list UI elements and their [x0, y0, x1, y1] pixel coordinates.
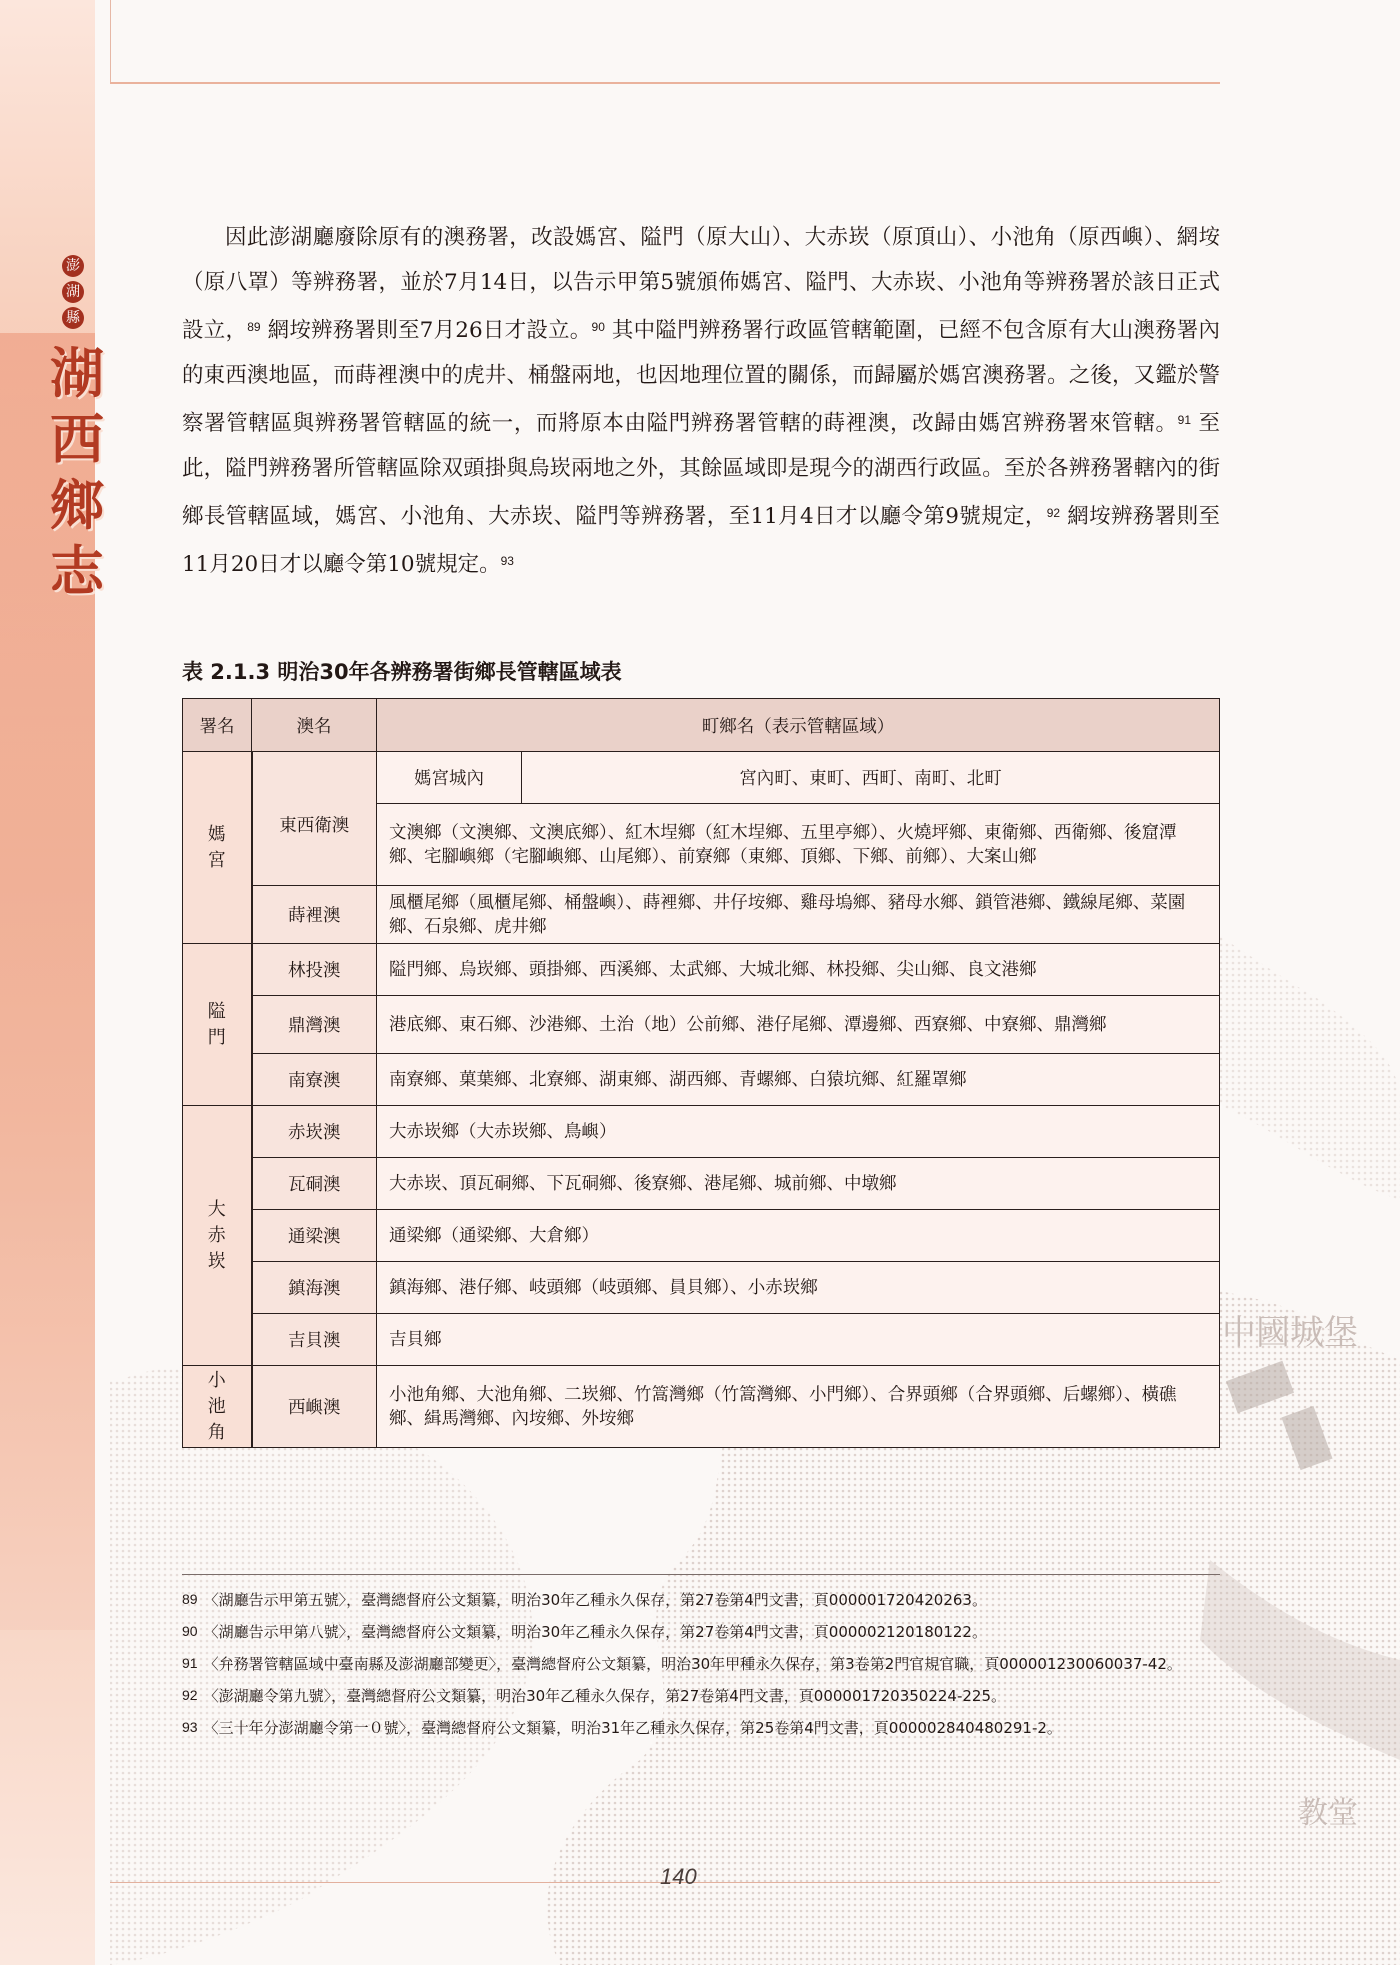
book-title-char: 西 [50, 407, 104, 471]
body-text [182, 215, 1220, 587]
body-paragraph [182, 215, 1220, 587]
town-list: 鎮海鄉、港仔鄉、岐頭鄉（岐頭鄉、員貝鄉）、小赤崁鄉 [377, 1262, 1220, 1314]
footnote-ref[interactable]: 92 [1046, 506, 1061, 520]
para-sentence: 至此，隘門辨務署所管轄區除双頭掛與烏崁兩地之外，其餘區域即是現今的湖西行政區。至於各辨務署轄內的街鄉長管轄區域，媽宮、小池角、大赤崁、隘門等辨務署，至11月4日才以廳令第9號規定， [182, 411, 1220, 529]
footnote-number: 89 [182, 1591, 198, 1607]
ao-nanliao: 南寮澳 [252, 1054, 377, 1106]
book-title-char: 志 [50, 539, 104, 603]
footnote-number: 92 [182, 1687, 198, 1703]
footnote-text: 〈湖廳告示甲第八號〉，臺灣總督府公文類纂，明治30年乙種永久保存，第27卷第4門文書，頁000002120180122。 [203, 1623, 987, 1641]
table-row [183, 1210, 1220, 1262]
county-char: 澎 [62, 255, 84, 277]
town-list: 風櫃尾鄉（風櫃尾鄉、桶盤嶼）、蒔裡鄉、井仔垵鄉、雞母塢鄉、豬母水鄉、鎖管港鄉、鐵線尾鄉、菜園鄉、石泉鄉、虎井鄉 [377, 886, 1220, 944]
town-list: 港底鄉、東石鄉、沙港鄉、土治（地）公前鄉、港仔尾鄉、潭邊鄉、西寮鄉、中寮鄉、鼎灣鄉 [377, 996, 1220, 1054]
town-label-city: 媽宮城內 [377, 752, 522, 804]
book-title-char: 湖 [50, 341, 104, 405]
office-dachikan: 大 赤 崁 [183, 1106, 252, 1366]
ao-jibei: 吉貝澳 [252, 1314, 377, 1366]
footnote-ref[interactable]: 93 [500, 554, 514, 568]
ao-shili: 蒔裡澳 [252, 886, 377, 944]
footnote-number: 93 [182, 1719, 198, 1735]
header-office: 署名 [183, 699, 252, 752]
header-rule [110, 82, 1220, 84]
town-list: 隘門鄉、烏崁鄉、頭掛鄉、西溪鄉、太武鄉、大城北鄉、林投鄉、尖山鄉、良文港鄉 [377, 944, 1220, 996]
ao-tongliang: 通梁澳 [252, 1210, 377, 1262]
para-sentence: 其中隘門辨務署行政區管轄範圍，已經不包含原有大山澳務署內的東西澳地區，而蒔裡澳中的虎井、桶盤兩地，也因地理位置的關係，而歸屬於媽宮澳務署。之後，又鑑於警察署管轄區與辨務署管轄區的統一，而將原本由隘門辨務署管轄的蒔裡澳，改歸由媽宮辨務署來管轄。 [182, 318, 1220, 436]
town-list: 宮內町、東町、西町、南町、北町 [522, 752, 1220, 804]
footnote-ref[interactable]: 89 [247, 320, 261, 334]
ao-dongxiwei: 東西衛澳 [252, 752, 377, 886]
town-list: 文澳鄉（文澳鄉、文澳底鄉）、紅木埕鄉（紅木埕鄉、五里亭鄉）、火燒坪鄉、東衛鄉、西衛鄉、後窟潭鄉、宅腳嶼鄉（宅腳嶼鄉、山尾鄉）、前寮鄉（東鄉、頂鄉、下鄉、前鄉）、大案山鄉 [377, 804, 1220, 886]
table-row [183, 1158, 1220, 1210]
table-header-row [183, 699, 1220, 752]
ao-lintou: 林投澳 [252, 944, 377, 996]
footnote [182, 1619, 1220, 1645]
table-row [183, 1262, 1220, 1314]
book-title [50, 340, 110, 604]
ao-zhenhai: 鎮海澳 [252, 1262, 377, 1314]
map-label-castle: 中國城堡 [1222, 1313, 1358, 1353]
office-aimen: 隘 門 [183, 944, 252, 1106]
para-sentence: 網垵辨務署則至7月26日才設立。 [260, 318, 592, 343]
page-number: 140 [660, 1864, 697, 1889]
office-magong: 媽 宮 [183, 752, 252, 944]
footnote [182, 1683, 1220, 1709]
town-list: 吉貝鄉 [377, 1314, 1220, 1366]
footnote-text: 〈湖廳告示甲第五號〉，臺灣總督府公文類纂，明治30年乙種永久保存，第27卷第4門文書，頁000001720420263。 [203, 1591, 987, 1609]
town-list: 南寮鄉、菓葉鄉、北寮鄉、湖東鄉、湖西鄉、青螺鄉、白猿坑鄉、紅羅罩鄉 [377, 1054, 1220, 1106]
header-towns: 町鄉名（表示管轄區域） [377, 699, 1220, 752]
table-row [183, 752, 1220, 804]
ao-chikan: 赤崁澳 [252, 1106, 377, 1158]
footnotes [182, 1575, 1220, 1747]
table-caption: 表 2.1.3 明治30年各辨務署街鄉長管轄區域表 [182, 660, 622, 684]
ao-xiyu: 西嶼澳 [252, 1366, 377, 1448]
county-char: 湖 [62, 281, 84, 303]
header-ao: 澳名 [252, 699, 377, 752]
county-char: 縣 [62, 307, 84, 329]
table-row [183, 1366, 1220, 1448]
table-row [183, 1314, 1220, 1366]
footnote-text: 〈澎湖廳令第九號〉，臺灣總督府公文類纂，明治30年乙種永久保存，第27卷第4門文書，頁000001720350224-225。 [203, 1687, 1006, 1705]
para-sentence: 因此澎湖廳廢除原有的澳務署，改設媽宮、隘門（原大山）、大赤崁（原頂山）、小池角（原西嶼）、網垵（原八罩）等辨務署，並於7月14日，以告示甲第5號頒佈媽宮、隘門、大赤崁、小池角等辨務署於該日正式設立， [182, 225, 1220, 343]
town-list: 小池角鄉、大池角鄉、二崁鄉、竹篙灣鄉（竹篙灣鄉、小門鄉）、合界頭鄉（合界頭鄉、后螺鄉）、橫礁鄉、緝馬灣鄉、內垵鄉、外垵鄉 [377, 1366, 1220, 1448]
table-row [183, 1054, 1220, 1106]
footnote [182, 1587, 1220, 1613]
book-title-char: 鄉 [50, 473, 104, 537]
table-row [183, 944, 1220, 996]
office-xiaochijiao: 小 池 角 [183, 1366, 252, 1448]
ao-dingwan: 鼎灣澳 [252, 996, 377, 1054]
map-label-church: 教堂 [1298, 1796, 1358, 1831]
county-seal [62, 255, 86, 333]
table-row [183, 996, 1220, 1054]
ao-wadong: 瓦硐澳 [252, 1158, 377, 1210]
town-list: 通梁鄉（通梁鄉、大倉鄉） [377, 1210, 1220, 1262]
footnote-ref[interactable]: 90 [591, 320, 605, 334]
town-list: 大赤崁鄉（大赤崁鄉、鳥嶼） [377, 1106, 1220, 1158]
table-row [183, 1106, 1220, 1158]
table-row [183, 886, 1220, 944]
footnote-ref[interactable]: 91 [1177, 413, 1192, 427]
footnote-text: 〈三十年分澎湖廳令第一０號〉，臺灣總督府公文類纂，明治31年乙種永久保存，第25卷第4門文書，頁000002840480291-2。 [203, 1719, 1062, 1737]
footnote [182, 1715, 1220, 1741]
district-table [182, 698, 1220, 1448]
footnote-number: 90 [182, 1623, 198, 1639]
para-sentence: 網垵辨務署則至11月20日才以廳令第10號規定。 [182, 504, 1220, 577]
footnote [182, 1651, 1220, 1677]
header-vertical-rule [110, 0, 111, 82]
footnote-text: 〈弁務署管轄區域中臺南縣及澎湖廳部變更〉，臺灣總督府公文類纂，明治30年甲種永久保存，第3卷第2門官規官職，頁000001230060037-42。 [203, 1655, 1182, 1673]
footnote-number: 91 [182, 1655, 198, 1671]
town-list: 大赤崁、頂瓦硐鄉、下瓦硐鄉、後寮鄉、港尾鄉、城前鄉、中墩鄉 [377, 1158, 1220, 1210]
